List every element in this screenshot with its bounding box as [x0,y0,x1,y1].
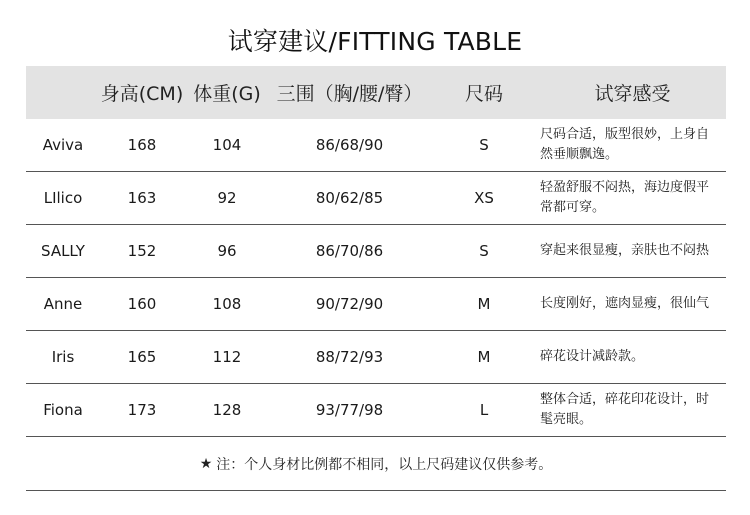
cell-feedback: 长度刚好，遮肉显瘦，很仙气 [540,296,710,311]
header-feedback: 试穿感受 [594,83,671,105]
cell-weight: 128 [212,401,242,419]
cell-weight: 96 [217,242,237,260]
star-icon: ★ [199,456,213,472]
page-title: 试穿建议/FITTING TABLE [227,27,523,56]
cell-size: M [477,348,491,366]
table-row [26,278,726,331]
cell-feedback: 轻盈舒服不闷热，海边度假平常都可穿。 [540,180,710,215]
cell-size: M [477,295,491,313]
cell-weight: 108 [212,295,242,313]
cell-feedback: 尺码合适，版型很妙，上身自然垂顺飘逸。 [540,127,710,162]
footnote [26,438,726,491]
cell-height: 152 [127,242,157,260]
header-size: 尺码 [464,83,503,105]
cell-feedback: 碎花设计减龄款。 [540,349,645,364]
cell-name: Anne [43,295,83,313]
table-row [26,225,726,278]
cell-weight: 112 [212,348,242,366]
cell-size: XS [474,189,494,207]
header-weight: 体重(G) [193,83,261,105]
cell-measurements: 86/70/86 [315,242,384,260]
cell-measurements: 93/77/98 [315,401,384,419]
table-row [26,172,726,225]
footnote-text: 注：个人身材比例都不相同，以上尺码建议仅供参考。 [216,457,553,473]
cell-name: Aviva [42,136,84,154]
cell-height: 163 [127,189,157,207]
cell-height: 168 [127,136,157,154]
header-height: 身高(CM) [100,83,184,105]
cell-size: S [479,136,489,154]
cell-measurements: 86/68/90 [315,136,384,154]
cell-weight: 104 [212,136,242,154]
cell-feedback: 整体合适，碎花印花设计，时髦亮眼。 [540,392,710,427]
cell-name: Iris [51,348,75,366]
table-row [26,119,726,172]
table-row [26,331,726,384]
cell-height: 173 [127,401,157,419]
cell-measurements: 90/72/90 [315,295,384,313]
table-header [26,66,726,119]
cell-name: SALLY [41,242,85,260]
cell-measurements: 88/72/93 [315,348,384,366]
cell-size: S [479,242,489,260]
cell-height: 165 [127,348,157,366]
cell-weight: 92 [217,189,237,207]
cell-size: L [479,401,489,419]
cell-name: Fiona [43,401,83,419]
cell-name: LIlico [43,189,83,207]
table-row [26,384,726,437]
cell-feedback: 穿起来很显瘦，亲肤也不闷热 [540,243,710,258]
cell-measurements: 80/62/85 [315,189,384,207]
cell-height: 160 [127,295,157,313]
header-measurements: 三围（胸/腰/臀） [276,83,423,105]
fitting-table [26,66,726,437]
